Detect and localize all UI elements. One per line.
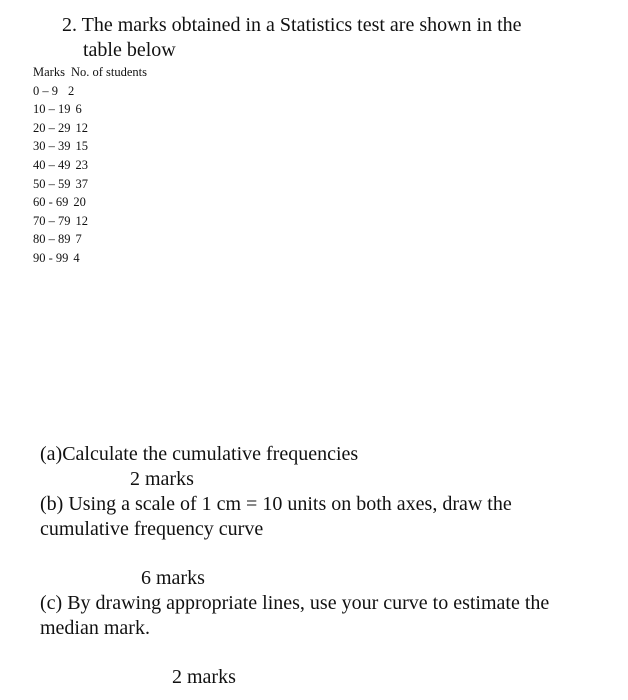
row-students: 20 <box>73 195 86 210</box>
table-row <box>33 137 147 156</box>
question-heading-line-1: 2. The marks obtained in a Statistics test are shown in the <box>62 14 522 36</box>
row-marks: 30 – 39 <box>33 139 71 154</box>
part-b-question-line-2: cumulative frequency curve <box>40 518 264 540</box>
table-row <box>33 82 147 101</box>
table-row <box>33 119 147 138</box>
table-row <box>33 230 147 249</box>
row-students: 4 <box>73 250 80 265</box>
row-marks: 80 – 89 <box>33 232 71 247</box>
table-row <box>33 193 147 212</box>
part-c-question-line-2: median mark. <box>40 617 150 639</box>
row-marks: 40 – 49 <box>33 157 71 172</box>
row-marks: 50 – 59 <box>33 176 71 191</box>
part-a-question: (a)Calculate the cumulative frequencies <box>40 443 359 465</box>
row-marks: 70 – 79 <box>33 213 71 228</box>
row-marks: 0 – 9 <box>33 83 58 98</box>
row-students: 37 <box>75 176 88 191</box>
row-marks: 20 – 29 <box>33 120 71 135</box>
marks-table <box>33 63 147 268</box>
row-students: 12 <box>75 120 88 135</box>
table-row <box>33 100 147 119</box>
question-heading-line-2: table below <box>83 39 176 61</box>
row-students: 2 <box>68 83 75 98</box>
table-row <box>33 212 147 231</box>
part-b-question-line-1: (b) Using a scale of 1 cm = 10 units on both axes, draw the <box>40 493 512 515</box>
table-header <box>33 63 147 82</box>
part-b-marks: 6 marks <box>141 567 205 589</box>
part-c-question-line-1: (c) By drawing appropriate lines, use your curve to estimate the <box>40 592 550 614</box>
header-marks: Marks <box>33 65 65 79</box>
row-students: 7 <box>75 232 82 247</box>
part-c-marks: 2 marks <box>172 666 236 688</box>
row-students: 15 <box>75 139 88 154</box>
table-row <box>33 156 147 175</box>
header-students: No. of students <box>70 65 147 79</box>
part-a-marks: 2 marks <box>130 468 194 490</box>
row-marks: 90 - 99 <box>33 250 69 265</box>
row-students: 23 <box>75 157 88 172</box>
row-students: 6 <box>75 102 82 117</box>
row-students: 12 <box>75 213 88 228</box>
table-row <box>33 175 147 194</box>
row-marks: 60 - 69 <box>33 195 69 210</box>
table-row <box>33 249 147 268</box>
row-marks: 10 – 19 <box>33 102 71 117</box>
